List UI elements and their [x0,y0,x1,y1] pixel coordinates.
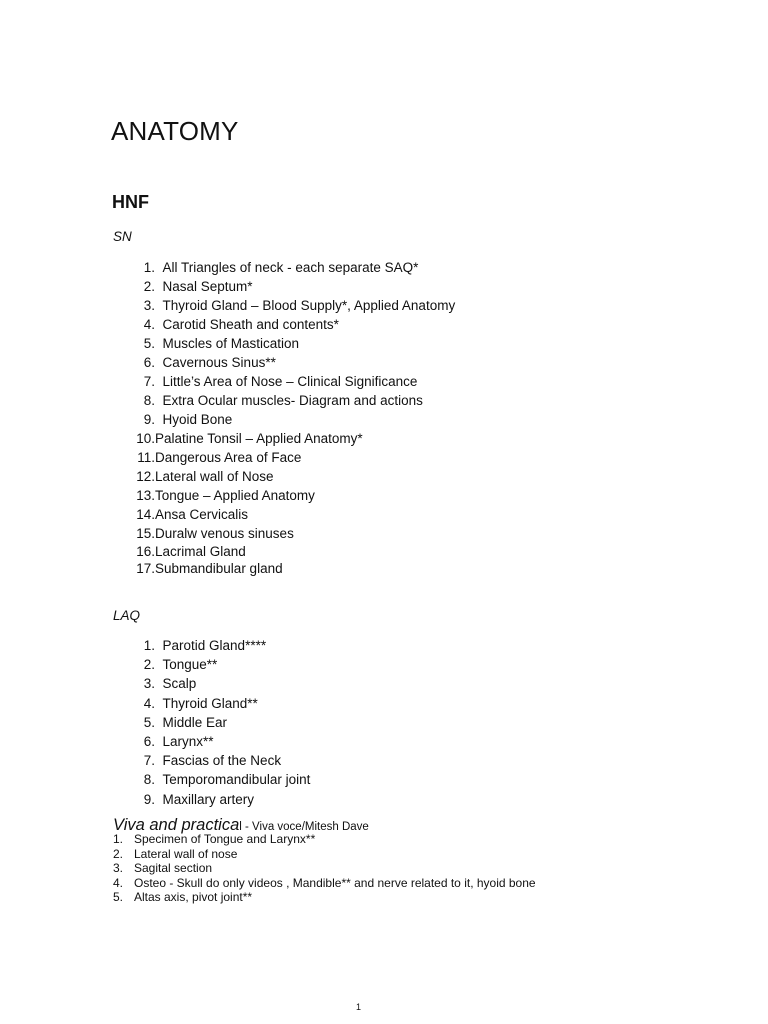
page-number: 1 [356,1002,362,1012]
list-item: 16. Lacrimal Gland [136,544,246,559]
viva-heading-suffix: l - Viva voce/Mitesh Dave [239,821,369,833]
list-item: 2. Nasal Septum* [143,279,253,294]
list-item: 4. Osteo - Skull do only videos , Mandible** and nerve related to it, hyoid bone [113,875,536,890]
list-item: 8. Extra Ocular muscles- Diagram and actions [143,393,423,408]
list-item: 10. Palatine Tonsil – Applied Anatomy* [136,431,363,446]
list-item: 3. Thyroid Gland – Blood Supply*, Applied Anatomy [143,298,456,313]
list-item: 7. Fascias of the Neck [143,753,282,769]
section-heading-hnf: HNF [112,192,149,212]
list-item: 8. Temporomandibular joint [143,772,311,788]
sn-label: SN [113,229,132,244]
list-item: 3. Scalp [143,676,197,692]
document-title: ANATOMY [111,116,239,146]
list-item: 3. Sagital section [113,861,213,875]
list-item: 6. Larynx** [143,733,214,749]
laq-label: LAQ [113,608,141,623]
list-item: 2. Lateral wall of nose [113,846,238,861]
list-item: 4. Carotid Sheath and contents* [143,317,339,332]
viva-heading-label: Viva and practica [113,816,240,834]
list-item: 1. Parotid Gland**** [143,638,267,653]
list-item: 5. Muscles of Mastication [143,336,300,351]
list-item: 1. Specimen of Tongue and Larynx** [113,832,316,846]
list-item: 4. Thyroid Gland** [143,695,258,711]
list-item: 13. Tongue – Applied Anatomy [136,488,315,503]
list-item: 15. Duralw venous sinuses [136,526,294,541]
list-item: 2. Tongue** [143,657,218,673]
laq-list [114,636,310,809]
list-item: 6. Cavernous Sinus** [143,355,276,370]
list-item: 5. Altas axis, pivot joint** [113,890,253,904]
list-item: 5. Middle Ear [143,714,228,730]
list-item: 7. Little’s Area of Nose – Clinical Significance [143,374,418,389]
list-item: 1. All Triangles of neck - each separate SAQ* [143,260,419,275]
list-item: 12. Lateral wall of Nose [136,469,274,484]
sn-list [114,258,455,577]
viva-list [113,832,536,905]
list-item: 11. Dangerous Area of Face [137,450,302,465]
list-item: 9. Maxillary artery [143,791,255,807]
list-item: 14. Ansa Cervicalis [136,507,249,522]
list-item: 9. Hyoid Bone [143,412,233,427]
list-item: 17. Submandibular gland [136,561,283,576]
